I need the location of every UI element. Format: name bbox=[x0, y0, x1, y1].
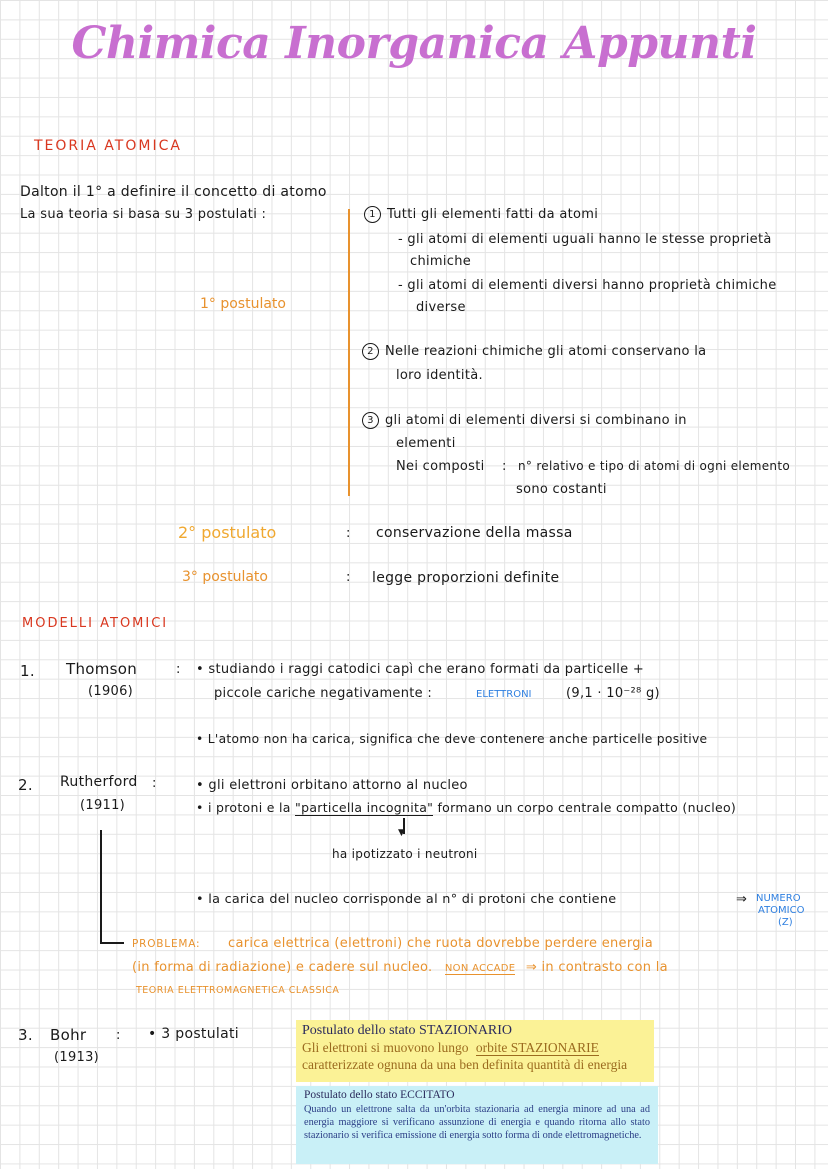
b2-post: formano un corpo centrale compatto (nucleo) bbox=[437, 800, 737, 815]
rutherford-bullet2 bbox=[196, 800, 736, 815]
section-teoria-atomica: TEORIA ATOMICA bbox=[34, 138, 182, 154]
thomson-year: (1906) bbox=[88, 684, 134, 699]
bohr-year: (1913) bbox=[54, 1050, 100, 1065]
postulato1-sub2b: diverse bbox=[416, 300, 466, 315]
problema-line2-post: ⇒ in contrasto con la bbox=[525, 960, 668, 975]
postulato2-text-b: loro identità. bbox=[396, 368, 483, 383]
electron-mass: (9,1 · 10⁻²⁸ g) bbox=[566, 686, 660, 701]
postulato3-text-b: elementi bbox=[396, 436, 456, 451]
rutherford-bracket-horizontal bbox=[100, 942, 124, 944]
problema-line2-pre: (in forma di radiazione) e cadere sul nucleo. bbox=[132, 960, 433, 975]
stazionario-line1 bbox=[302, 1039, 648, 1056]
rutherford-bullet1: • gli elettroni orbitano attorno al nucleo bbox=[196, 778, 468, 793]
postulato2-label: 2° postulato bbox=[178, 523, 277, 542]
postulato3-label: 3° postulato bbox=[182, 569, 268, 585]
page-title: Chimica Inorganica Appunti bbox=[71, 18, 757, 69]
bohr-num: 3. bbox=[18, 1026, 33, 1044]
eccitato-title: Postulato dello stato ECCITATO bbox=[304, 1089, 455, 1101]
b2-pre: • i protoni e la bbox=[196, 800, 291, 815]
postulato3-text: legge proporzioni definite bbox=[372, 570, 560, 586]
thomson-colon: : bbox=[176, 662, 181, 677]
thomson-num: 1. bbox=[20, 662, 35, 680]
thomson-bullet2: • L'atomo non ha carica, significa che deve contenere anche particelle positive bbox=[196, 732, 708, 746]
postulato1-sub1b: chimiche bbox=[410, 254, 472, 269]
problema-line2 bbox=[132, 960, 668, 975]
problema-line1: carica elettrica (elettroni) che ruota dovrebbe perdere energia bbox=[228, 936, 653, 951]
postulato1-label: 1° postulato bbox=[200, 296, 286, 312]
rutherford-name: Rutherford bbox=[60, 774, 138, 790]
bohr-name: Bohr bbox=[50, 1026, 87, 1044]
eccitato-text: Quando un elettrone salta da un'orbita stazionaria ad energia minore ad una ad energia maggiore si verificano assunzione di energia e quando ritorna allo stato stazionario si verifica emissione di energia sotto forma di onde elettromagnetiche. bbox=[304, 1104, 650, 1141]
stazionario-line2: caratterizzate ognuna da una ben definita quantità di energia bbox=[302, 1057, 628, 1072]
number-circle: 1 bbox=[364, 206, 381, 223]
problema-line3: TEORIA ELETTROMAGNETICA CLASSICA bbox=[136, 985, 340, 996]
dalton-intro: Dalton il 1° a definire il concetto di atomo bbox=[20, 184, 327, 200]
rutherford-bullet3: • la carica del nucleo corrisponde al n° di protoni che contiene bbox=[196, 892, 617, 907]
postulato1-sub1a: - gli atomi di elementi uguali hanno le stesse proprietà bbox=[398, 232, 772, 247]
bohr-bullet1: • 3 postulati bbox=[148, 1026, 239, 1042]
postulato2-colon: : bbox=[346, 526, 351, 541]
stato-stazionario-box bbox=[296, 1020, 654, 1082]
rutherford-colon: : bbox=[152, 776, 157, 791]
stato-eccitato-box bbox=[296, 1086, 658, 1164]
problema-label: PROBLEMA: bbox=[132, 938, 201, 950]
section-modelli-atomici: MODELLI ATOMICI bbox=[22, 616, 169, 631]
neutroni-note: ha ipotizzato i neutroni bbox=[332, 847, 478, 861]
postulato2-text: Nelle reazioni chimiche gli atomi conservano la bbox=[385, 344, 707, 359]
postulato3-colon: : bbox=[346, 570, 351, 585]
non-accade: NON ACCADE bbox=[444, 963, 516, 974]
composti-label: Nei composti bbox=[396, 459, 485, 474]
stazionario-line1-pre: Gli elettroni si muovono lungo bbox=[302, 1040, 469, 1055]
thomson-bullet1a: • studiando i raggi catodici capì che erano formati da particelle + bbox=[196, 662, 645, 677]
stazionario-title: Postulato dello stato STAZIONARIO bbox=[302, 1023, 513, 1038]
bohr-colon: : bbox=[116, 1028, 121, 1043]
thomson-name: Thomson bbox=[66, 660, 138, 678]
rutherford-num: 2. bbox=[18, 776, 33, 794]
numero-atomico-b: ATOMICO bbox=[758, 905, 805, 916]
particella-incognita: "particella incognita" bbox=[295, 800, 434, 815]
elettroni-label: ELETTRONI bbox=[476, 689, 532, 700]
orbite-stazionarie: orbite STAZIONARIE bbox=[475, 1040, 599, 1055]
composti-colon: : bbox=[502, 459, 507, 474]
rutherford-year: (1911) bbox=[80, 798, 126, 813]
number-circle: 2 bbox=[362, 343, 379, 360]
postulato3-item bbox=[362, 412, 687, 429]
postulato1-item bbox=[364, 206, 598, 223]
postulato1-sub2a: - gli atomi di elementi diversi hanno proprietà chimiche bbox=[398, 278, 777, 293]
number-circle: 3 bbox=[362, 412, 379, 429]
implies-arrow: ⇒ bbox=[736, 892, 748, 907]
numero-atomico-c: (Z) bbox=[778, 917, 793, 928]
postulato2-text: conservazione della massa bbox=[376, 525, 573, 541]
neutroni-arrow-head: ▼ bbox=[398, 828, 405, 838]
rutherford-bracket-vertical bbox=[100, 830, 102, 943]
composti-text-a: n° relativo e tipo di atomi di ogni elemento bbox=[518, 459, 790, 473]
composti-text-b: sono costanti bbox=[516, 482, 607, 497]
postulati-divider bbox=[348, 209, 350, 496]
postulato3-text: gli atomi di elementi diversi si combinano in bbox=[385, 413, 687, 428]
postulato2-item bbox=[362, 343, 706, 360]
postulato1-text: Tutti gli elementi fatti da atomi bbox=[387, 207, 599, 222]
dalton-postulati-intro: La sua teoria si basa su 3 postulati : bbox=[20, 207, 267, 222]
thomson-bullet1b: piccole cariche negativamente : bbox=[214, 686, 433, 701]
numero-atomico-a: NUMERO bbox=[756, 893, 801, 904]
